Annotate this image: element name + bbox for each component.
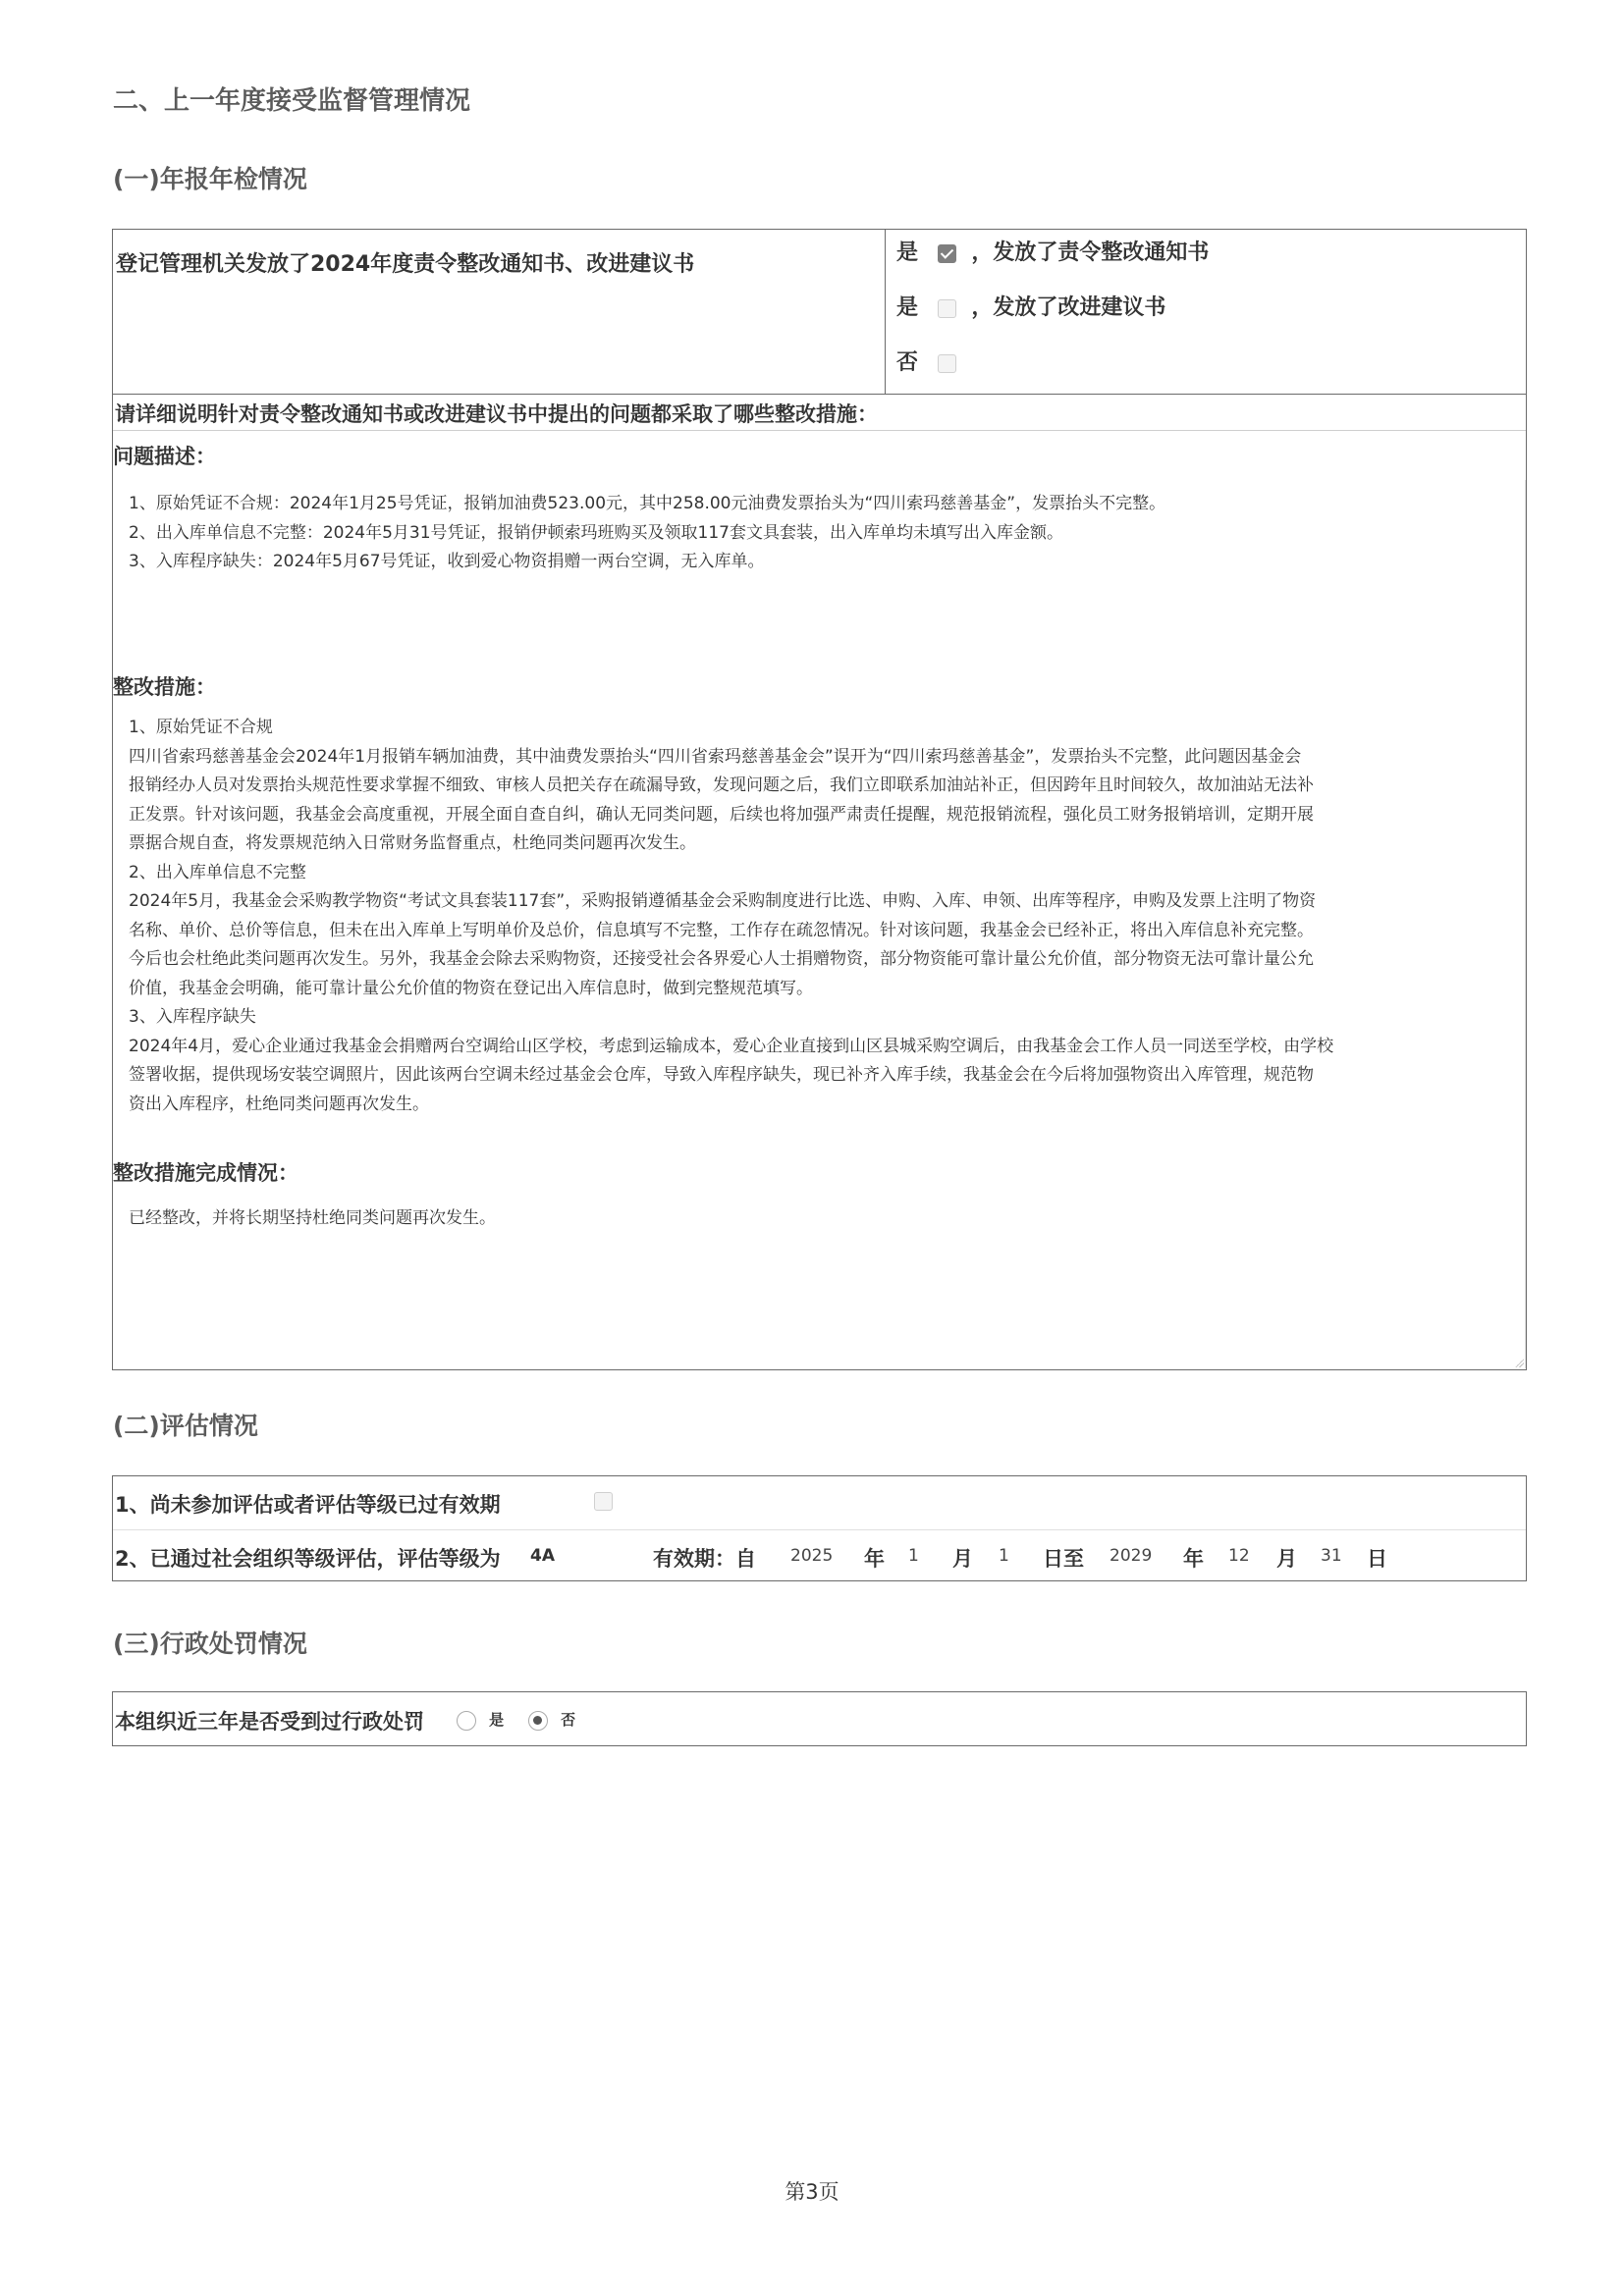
measures-label: 整改措施：: [113, 675, 216, 699]
measures-line: 今后也会杜绝此类问题再次发生。另外，我基金会除去采购物资，还接受社会各界爱心人士捐赠物资，部分物资能可靠计量公允价值，部分物资无法可靠计量公允: [129, 949, 1314, 969]
eval-row1-label: 1、尚未参加评估或者评估等级已过有效期: [115, 1493, 501, 1517]
option-no[interactable]: [896, 346, 964, 376]
measures-line: 1、原始凭证不合规: [129, 718, 273, 737]
measures-text: [129, 714, 1333, 1119]
problem-label: 问题描述：: [113, 445, 216, 468]
option-prefix: 否: [896, 350, 919, 375]
measures-line: 2、出入库单信息不完整: [129, 862, 306, 882]
measures-textarea[interactable]: [113, 711, 1526, 1368]
checkbox-rectify-notice[interactable]: [938, 244, 956, 263]
measures-line: 四川省索玛慈善基金会2024年1月报销车辆加油费，其中油费发票抬头“四川省索玛慈善基金会”误开为“四川索玛慈善基金”，发票抬头不完整，此问题因基金会: [129, 746, 1302, 767]
option-rectify-notice[interactable]: [896, 236, 1209, 266]
completion-label: 整改措施完成情况：: [113, 1157, 304, 1187]
question-cell: [113, 230, 886, 394]
penalty-question: 本组织近三年是否受到过行政处罚: [115, 1710, 424, 1734]
end-day[interactable]: 31: [1321, 1546, 1342, 1566]
completion-text: 已经整改，并将长期坚持杜绝同类问题再次发生。: [129, 1208, 496, 1228]
day-label: 日: [1367, 1547, 1387, 1571]
option-prefix: 是: [896, 295, 919, 320]
option-improve-advice[interactable]: [896, 291, 1165, 321]
start-year[interactable]: 2025: [790, 1546, 834, 1566]
resize-grip-icon[interactable]: [1514, 1358, 1524, 1367]
detail-prompt: 请详细说明针对责令整改通知书或改进建议书中提出的问题都采取了哪些整改措施：: [115, 402, 878, 426]
day-to-label: 日至: [1043, 1547, 1084, 1571]
measures-line: 票据合规自查，将发票规范纳入日常财务监督重点，杜绝同类问题再次发生。: [129, 833, 696, 853]
option-label: ，发放了责令整改通知书: [971, 240, 1210, 265]
problem-text: [129, 490, 1165, 577]
problem-line: 2、出入库单信息不完整：2024年5月31号凭证，报销伊顿索玛班购买及领取117套文具套装，出入库单均未填写出入库金额。: [129, 522, 1063, 543]
valid-label: 有效期：自: [653, 1547, 756, 1571]
year-label: 年: [864, 1547, 885, 1571]
problem-line: 1、原始凭证不合规：2024年1月25号凭证，报销加油费523.00元，其中258.00元油费发票抬头为“四川索玛慈善基金”，发票抬头不完整。: [129, 494, 1166, 513]
start-month[interactable]: 1: [908, 1546, 919, 1566]
eval-grade: 4A: [530, 1546, 555, 1566]
month-label: 月: [952, 1547, 973, 1571]
main-heading: 二、上一年度接受监督管理情况: [113, 86, 471, 116]
page-number: 第3页: [785, 2180, 839, 2204]
measures-line: 正发票。针对该问题，我基金会高度重视，开展全面自查自纠，确认无同类问题，后续也将加强严肃责任提醒，规范报销流程，强化员工财务报销培训，定期开展: [129, 804, 1314, 825]
checkbox-no[interactable]: [938, 354, 956, 373]
problem-line: 3、入库程序缺失：2024年5月67号凭证，收到爱心物资捐赠一两台空调，无入库单。: [129, 552, 765, 571]
checkbox-not-evaluated[interactable]: [594, 1492, 613, 1511]
section-penalty-title: (三)行政处罚情况: [113, 1629, 307, 1658]
year-label: 年: [1183, 1547, 1204, 1571]
checkbox-improve-advice[interactable]: [938, 299, 956, 318]
options-cell: [887, 230, 1526, 394]
measures-line: 报销经办人员对发票抬头规范性要求掌握不细致、审核人员把关存在疏漏导致，发现问题之后，我们立即联系加油站补正，但因跨年且时间较久，故加油站无法补: [129, 775, 1314, 795]
option-prefix: 是: [896, 240, 919, 265]
measures-line: 3、入库程序缺失: [129, 1007, 256, 1027]
section-annual-report-title: (一)年报年检情况: [113, 165, 307, 193]
measures-line: 名称、单价、总价等信息，但未在出入库单上写明单价及总价，信息填写不完整，工作存在疏忽情况。针对该问题，我基金会已经补正，将出入库信息补充完整。: [129, 920, 1314, 940]
penalty-table: [112, 1691, 1527, 1746]
evaluation-row-1: [113, 1476, 1526, 1530]
option-label: ，发放了改进建议书: [971, 295, 1166, 320]
end-month[interactable]: 12: [1228, 1546, 1250, 1566]
radio-no-label: 否: [561, 1711, 576, 1729]
radio-yes[interactable]: [457, 1711, 476, 1731]
measures-line: 2024年4月，爱心企业通过我基金会捐赠两台空调给山区学校，考虑到运输成本，爱心企业直接到山区县城采购空调后，由我基金会工作人员一同送至学校，由学校: [129, 1036, 1334, 1056]
end-year[interactable]: 2029: [1110, 1546, 1153, 1566]
section-evaluation-title: (二)评估情况: [113, 1412, 258, 1440]
detail-prompt-row: [113, 394, 1526, 431]
annual-report-table: [112, 229, 1527, 1370]
month-label: 月: [1276, 1547, 1297, 1571]
measures-line: 2024年5月，我基金会采购教学物资“考试文具套装117套”，采购报销遵循基金会采购制度进行比选、申购、入库、申领、出库等程序，申购及发票上注明了物资: [129, 891, 1317, 911]
measures-line: 签署收据，提供现场安装空调照片，因此该两台空调未经过基金会仓库，导致入库程序缺失，现已补齐入库手续，我基金会在今后将加强物资出入库管理，规范物: [129, 1065, 1314, 1085]
measures-line: 资出入库程序，杜绝同类问题再次发生。: [129, 1094, 429, 1114]
radio-yes-label: 是: [489, 1711, 505, 1729]
radio-no-option[interactable]: [528, 1709, 575, 1731]
measures-line: 价值，我基金会明确，能可靠计量公允价值的物资在登记出入库信息时，做到完整规范填写。: [129, 978, 813, 998]
question-text: 登记管理机关发放了2024年度责令整改通知书、改进建议书: [116, 252, 695, 277]
radio-no[interactable]: [528, 1711, 548, 1731]
start-day[interactable]: 1: [999, 1546, 1009, 1566]
evaluation-row-2: [113, 1529, 1526, 1582]
radio-yes-option[interactable]: [457, 1709, 504, 1731]
evaluation-table: [112, 1475, 1527, 1581]
eval-row2-label: 2、已通过社会组织等级评估，评估等级为: [115, 1547, 501, 1571]
